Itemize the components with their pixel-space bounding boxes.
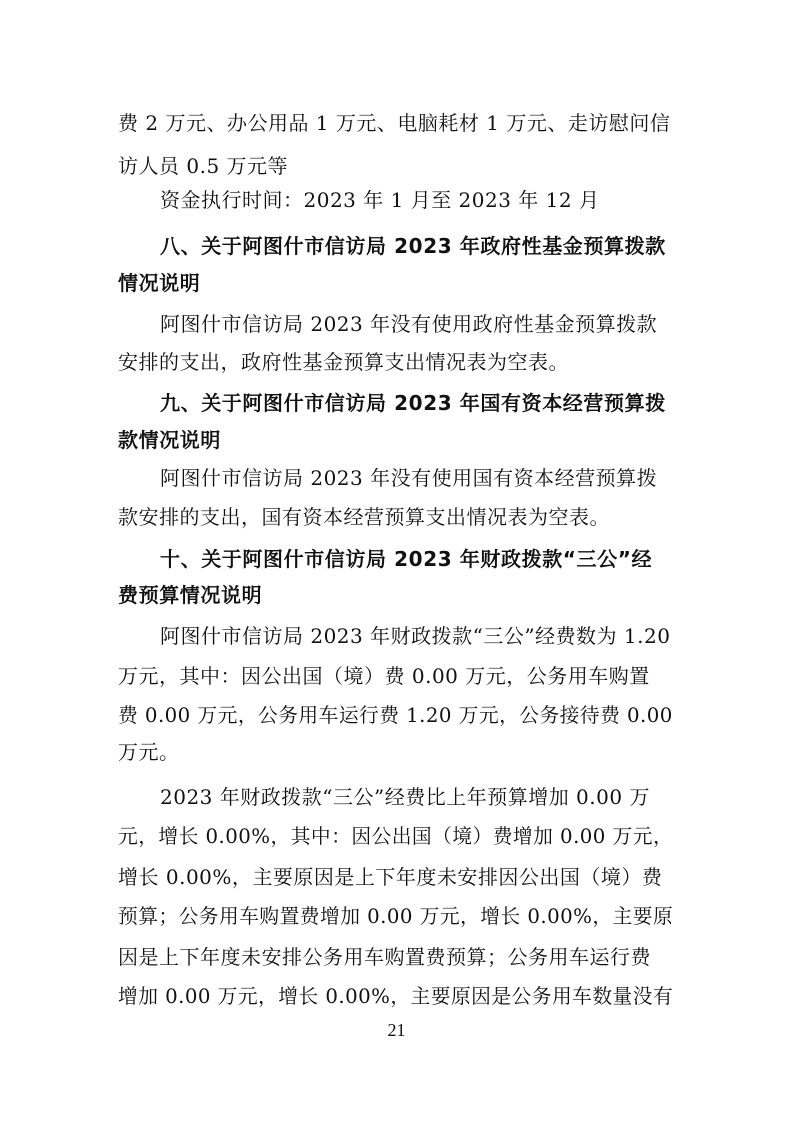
section-8-heading-line-1: 八、关于阿图什市信访局 2023 年政府性基金预算拨款 <box>160 234 666 258</box>
body-line-18: 2023 年财政拨款“三公”经费比上年预算增加 0.00 万 <box>160 785 650 809</box>
section-8-heading-line-2: 情况说明 <box>118 271 201 295</box>
body-line-20: 增长 0.00%，主要原因是上下年度未安排因公出国（境）费 <box>118 865 663 889</box>
body-line-23: 增加 0.00 万元，增长 0.00%，主要原因是公务用车数量没有 <box>118 985 674 1008</box>
body-line-10: 阿图什市信访局 2023 年没有使用国有资本经营预算拨 <box>160 466 658 490</box>
section-10-heading-line-2: 费预算情况说明 <box>118 583 263 607</box>
body-line-1: 费 2 万元、办公用品 1 万元、电脑耗材 1 万元、走访慰问信 <box>118 111 671 135</box>
body-line-15: 万元，其中：因公出国（境）费 0.00 万元，公务用车购置 <box>118 664 650 688</box>
body-line-2: 访人员 0.5 万元等 <box>118 154 289 178</box>
body-line-6: 阿图什市信访局 2023 年没有使用政府性基金预算拨款 <box>160 312 658 336</box>
body-line-14: 阿图什市信访局 2023 年财政拨款“三公”经费数为 1.20 <box>160 624 671 648</box>
body-line-11: 款安排的支出，国有资本经营预算支出情况表为空表。 <box>118 505 610 529</box>
section-9-heading-line-1: 九、关于阿图什市信访局 2023 年国有资本经营预算拨 <box>160 391 666 415</box>
body-line-19: 元，增长 0.00%，其中：因公出国（境）费增加 0.00 万元， <box>118 825 674 848</box>
page-number: 21 <box>387 1020 406 1040</box>
body-line-22: 因是上下年度未安排公务用车购置费预算；公务用车运行费 <box>118 945 651 969</box>
body-line-17: 万元。 <box>118 740 180 764</box>
body-line-16: 费 0.00 万元，公务用车运行费 1.20 万元，公务接待费 0.00 <box>118 704 673 727</box>
section-9-heading-line-2: 款情况说明 <box>118 428 221 452</box>
section-10-heading-line-1: 十、关于阿图什市信访局 2023 年财政拨款“三公”经 <box>160 547 653 571</box>
body-line-21: 预算；公务用车购置费增加 0.00 万元，增长 0.00%，主要原 <box>118 905 674 928</box>
body-line-7: 安排的支出，政府性基金预算支出情况表为空表。 <box>118 350 569 374</box>
body-line-3: 资金执行时间：2023 年 1 月至 2023 年 12 月 <box>160 188 600 212</box>
